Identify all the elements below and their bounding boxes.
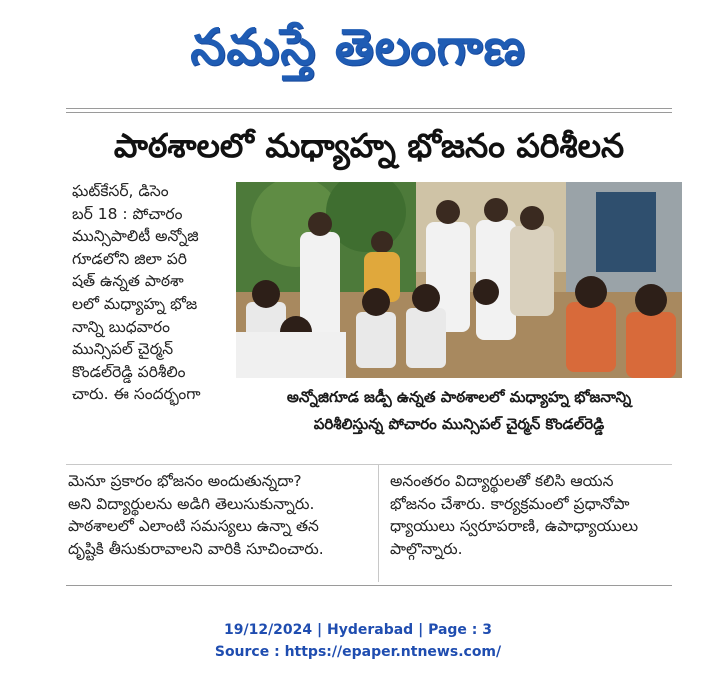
photo-caption xyxy=(246,384,672,448)
article-lead-column xyxy=(72,180,232,406)
article-photo xyxy=(236,182,682,378)
column-divider xyxy=(378,464,379,582)
article-body-right xyxy=(390,470,680,560)
lead-line: కొండల్‌రెడ్డి పరిశీలిం xyxy=(72,362,186,381)
top-rule-secondary xyxy=(66,112,672,113)
lead-line: ఘట్‌కేసర్, డిసెం xyxy=(72,182,169,200)
top-rule xyxy=(66,108,672,109)
caption-line: పరిశీలిస్తున్న పోచారం మున్సిపల్ చైర్మన్ కొండల్‌రెడ్డి xyxy=(313,415,605,433)
lead-line: షత్ ఉన్నత పాఠశా xyxy=(72,272,184,291)
body-line: మెనూ ప్రకారం భోజనం అందుతున్నదా? xyxy=(68,472,302,490)
lead-line: మున్సిపల్ చైర్మన్ xyxy=(72,340,174,359)
lead-line: బర్ 18 : పోచారం xyxy=(72,204,183,223)
body-line: ధ్యాయులు స్వరూపరాణి, ఉపాధ్యాయులు xyxy=(390,517,639,536)
lead-line: చారు. ఈ సందర్భంగా xyxy=(72,385,201,404)
article-body-left xyxy=(68,470,368,560)
body-line: అని విద్యార్థులను అడిగి తెలుసుకున్నారు. xyxy=(68,494,315,513)
body-line: దృష్టికి తీసుకురావాలని వారికి సూచించారు. xyxy=(68,539,324,558)
body-line: పాల్గొన్నారు. xyxy=(390,539,463,558)
body-line: అనంతరం విద్యార్థులతో కలిసి ఆయన xyxy=(390,472,614,490)
section-divider xyxy=(66,464,672,465)
article-headline: పాఠశాలలో మధ్యాహ్న భోజనం పరిశీలన xyxy=(113,126,625,165)
masthead xyxy=(0,4,716,90)
footer-source: Source : https://epaper.ntnews.com/ xyxy=(214,644,502,660)
lead-line: నాన్ని బుధవారం xyxy=(72,317,170,336)
bottom-rule xyxy=(66,585,672,586)
body-line: భోజనం చేశారు. కార్యక్రమంలో ప్రధానోపా xyxy=(390,494,630,513)
lead-line: లలో మధ్యాహ్న భోజ xyxy=(72,294,198,313)
lead-line: మున్సిపాలిటీ అన్నోజి xyxy=(72,227,199,246)
footer-date-edition: 19/12/2024 | Hyderabad | Page : 3 xyxy=(223,622,493,638)
lead-line: గూడలోని జిలా పరి xyxy=(72,249,187,268)
caption-line: అన్నోజిగూడ జడ్పీ ఉన్నత పాఠశాలలో మధ్యాహ్న భోజనాన్ని xyxy=(286,388,632,406)
body-line: పాఠశాలలో ఎలాంటి సమస్యలు ఉన్నా తన xyxy=(68,517,319,536)
newspaper-logo: నమస్తే తెలంగాణ xyxy=(190,18,526,76)
